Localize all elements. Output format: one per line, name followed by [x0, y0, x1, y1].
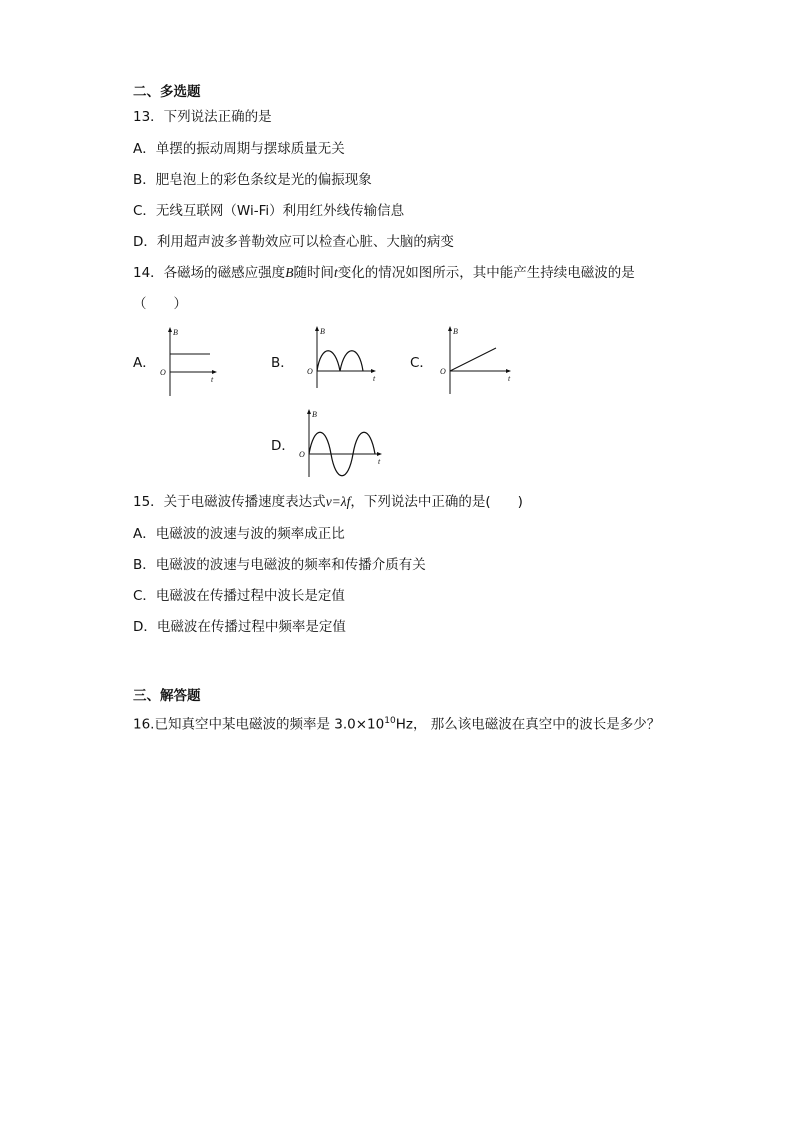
graph-b-origin: O — [307, 367, 313, 376]
question-14-var-b: B — [285, 265, 294, 280]
question-16-stem — [133, 711, 660, 735]
question-14-answer-paren: （ ） — [133, 296, 187, 312]
graph-d-y-arrow — [307, 409, 311, 414]
section-heading-multiple-choice: 二、多选题 — [133, 84, 201, 100]
graph-d-x-label: t — [378, 457, 381, 466]
question-14-option-d-label: D． — [271, 438, 295, 454]
graph-c-origin: O — [440, 367, 446, 376]
graph-a-x-label: t — [211, 375, 214, 384]
graph-d-y-label: B — [312, 410, 317, 419]
question-14-var-t: t — [333, 265, 338, 280]
question-15-option-d: D．电磁波在传播过程中频率是定值 — [133, 619, 346, 635]
question-15-stem-pre: 15．关于电磁波传播速度表达式 — [133, 494, 326, 510]
graph-d-sine — [289, 407, 387, 479]
question-16-exponent: 10 — [384, 716, 396, 726]
graph-a-x-arrow — [212, 370, 217, 374]
question-14-stem-post: 变化的情况如图所示，其中能产生持续电磁波的是 — [337, 265, 635, 281]
graph-c-linear-increase — [430, 324, 518, 396]
graph-b-y-arrow — [315, 326, 319, 331]
question-13-option-d: D．利用超声波多普勒效应可以检查心脏、大脑的病变 — [133, 234, 454, 250]
question-15-option-b: B．电磁波的波速与电磁波的频率和传播介质有关 — [133, 557, 426, 573]
graph-b-rectified-sine — [297, 324, 383, 390]
question-14-stem-mid: 随时间 — [293, 265, 334, 281]
question-13-stem: 13．下列说法正确的是 — [133, 109, 272, 125]
question-15-formula: v=λf — [325, 494, 351, 509]
graph-c-y-label: B — [453, 327, 458, 336]
graph-c-curve — [450, 348, 496, 371]
question-15-stem-post: ，下列说法中正确的是( ) — [350, 494, 523, 510]
question-15-option-c: C．电磁波在传播过程中波长是定值 — [133, 588, 345, 604]
graph-a-constant-field — [150, 326, 230, 398]
question-16-unit: Hz — [395, 716, 413, 733]
graph-b-y-label: B — [320, 327, 325, 336]
graph-c-x-label: t — [508, 374, 511, 383]
graph-d-x-arrow — [377, 452, 382, 456]
section-heading-answer-questions: 三、解答题 — [133, 688, 201, 704]
graph-b-x-arrow — [371, 369, 376, 373]
question-16-stem-pre: 16.已知真空中某电磁波的频率是 3.0×10 — [133, 716, 385, 733]
question-14-stem — [133, 263, 635, 283]
graph-c-y-arrow — [448, 326, 452, 331]
question-13-option-a: A．单摆的振动周期与摆球质量无关 — [133, 141, 345, 157]
graph-b-x-label: t — [373, 374, 376, 383]
question-15-option-a: A．电磁波的波速与波的频率成正比 — [133, 526, 345, 542]
question-14-stem-pre: 14．各磁场的磁感应强度 — [133, 265, 286, 281]
question-14-option-a-label: A． — [133, 355, 156, 371]
question-13-option-c: C．无线互联网（Wi-Fi）利用红外线传输信息 — [133, 203, 405, 219]
question-13-option-b: B．肥皂泡上的彩色条纹是光的偏振现象 — [133, 172, 372, 188]
graph-a-y-label: B — [173, 328, 178, 337]
graph-d-origin: O — [299, 450, 305, 459]
question-16-stem-post: ， 那么该电磁波在真空中的波长是多少？ — [412, 716, 661, 733]
graph-a-origin: O — [160, 368, 166, 377]
question-15-stem — [133, 492, 523, 512]
question-14-option-c-label: C． — [410, 355, 433, 371]
graph-a-y-arrow — [168, 327, 172, 332]
question-14-option-b-label: B． — [271, 355, 294, 371]
graph-b-curve — [317, 351, 363, 371]
graph-c-x-arrow — [506, 369, 511, 373]
